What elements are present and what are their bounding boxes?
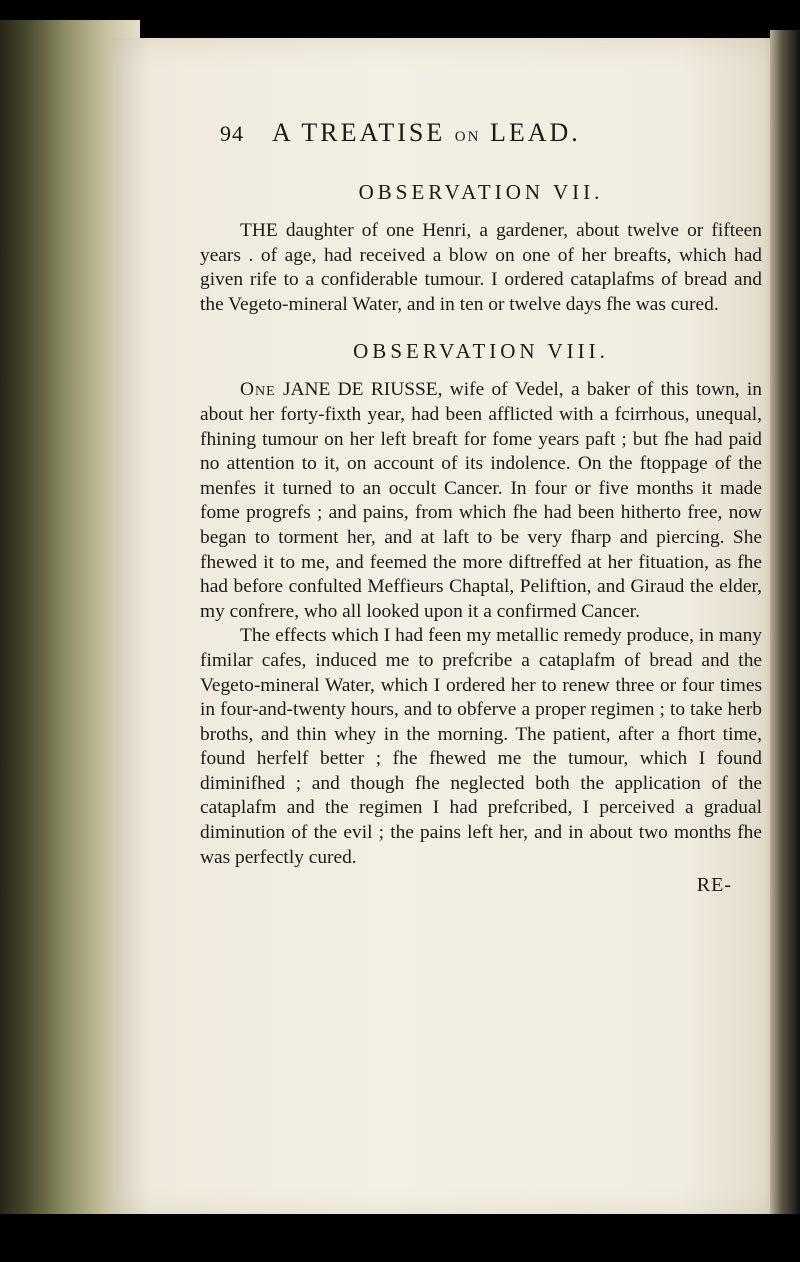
running-header [220,118,762,158]
observation-8-lead: One [240,379,276,401]
observation-8-paragraph-2: The effects which I had feen my metallic remedy produce, in many fimilar cafes, induced me to prefcribe a cataplafm of bread and the Vegeto-mineral Water, which I ordered her to renew three or four times in four-and-twenty hours, and to obferve a proper regimen ; to take herb broths, and thin whey in the morning. The patient, after a fhort time, found herfelf better ; fhe fhewed me the tumour, which I found diminifhed ; and though fhe neglected both the application of the cataplafm and the regimen I had prefcribed, I perceived a gradual diminution of the evil ; the pains left her, and in about two months fhe was perfectly cured. [200,625,762,868]
title-on: ON [454,129,481,145]
title-part-1: A TREATISE [272,118,446,147]
observation-7-heading: OBSERVATION VII. [358,180,604,204]
catchword: RE- [696,874,732,897]
observation-7-paragraph [200,219,762,317]
page-text [200,118,762,897]
title-part-2: LEAD. [489,118,581,147]
page-right-edge [770,30,800,1220]
observation-8-paragraph-1 [200,378,762,624]
page-number: 94 [220,121,244,146]
observation-8-heading: OBSERVATION VIII. [353,339,609,364]
observation-8-body-1: JANE DE RIUSSE, wife of Vedel, a baker of this town, in about her forty-fixth year, had been afflicted with a fcirrhous, unequal, fhining tumour on her left breaft for fome years paft ; but fhe had paid no attention to it, on account of its indolence. On the ftoppage of the menfes it turned to an occult Cancer. In four or five months it made fome progrefs ; and pains, from which fhe had been hitherto free, now began to torment her, and at laft to be very fharp and piercing. She fhewed it to me, and feemed the more diftreffed at her fituation, as fhe had before confulted Meffieurs Chaptal, Peliftion, and Giraud the elder, my confrere, who all looked upon it a confirmed Cancer. [200,379,762,622]
running-title [272,118,581,148]
observation-7-body: daughter of one Henri, a gardener, about twelve or fifteen years . of age, had received a blow on one of her breafts, which had given rife to a confiderable tumour. I ordered cataplafms of bread and the Vegeto-mineral Water, and in ten or twelve days fhe was cured. [200,220,762,315]
observation-7-lead: THE [240,220,278,241]
bottom-shadow [0,1214,800,1262]
